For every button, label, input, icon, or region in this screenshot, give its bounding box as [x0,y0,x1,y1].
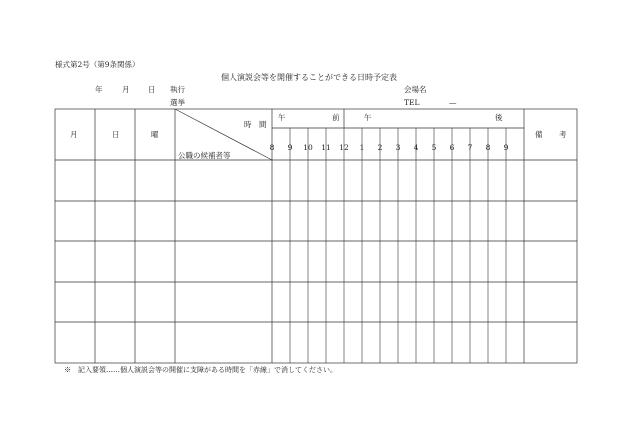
hour-label: 9 [503,143,509,152]
pm-label-1: 午 [364,113,372,122]
hour-label: 6 [449,143,455,152]
diag-time-label: 時 間 [244,120,267,129]
hour-label: 7 [467,143,473,152]
hour-label: 5 [431,143,437,152]
hour-label: 12 [339,143,349,152]
hour-label: 9 [287,143,293,152]
remarks-label-1: 備 [535,130,543,139]
remarks-label-2: 考 [559,130,567,139]
col-day-label: 日 [112,130,120,139]
hour-label: 11 [321,143,331,152]
hour-label: 10 [303,143,313,152]
header-year: 年 [95,85,103,94]
tel-dash: — [449,98,457,107]
hour-label: 4 [413,143,419,152]
hour-label: 1 [359,143,365,152]
venue-label: 会場名 [404,85,427,94]
col-month-label: 月 [70,130,78,139]
hour-label: 8 [269,143,275,152]
hour-label: 3 [395,143,401,152]
header-day: 日 [148,85,156,94]
am-label-2: 前 [332,113,340,122]
header-execution: 執行 [170,85,185,94]
hour-label: 8 [485,143,491,152]
entry-note: ※ 記入要領……個人演説会等の開催に支障がある時間を「赤線」で消してください。 [64,366,337,374]
header-month: 月 [122,85,130,94]
diag-candidate-label: 公職の候補者等 [178,151,231,160]
tel-label: TEL [404,98,420,107]
col-weekday-label: 曜 [151,130,159,139]
am-label-1: 午 [278,113,286,122]
document-title: 個人演説会等を開催することができる日時予定表 [221,73,397,82]
hour-label: 2 [377,143,383,152]
pm-label-2: 後 [495,113,503,122]
header-election: 選挙 [170,98,185,107]
form-number: 様式第2号（第9条関係） [55,60,140,69]
